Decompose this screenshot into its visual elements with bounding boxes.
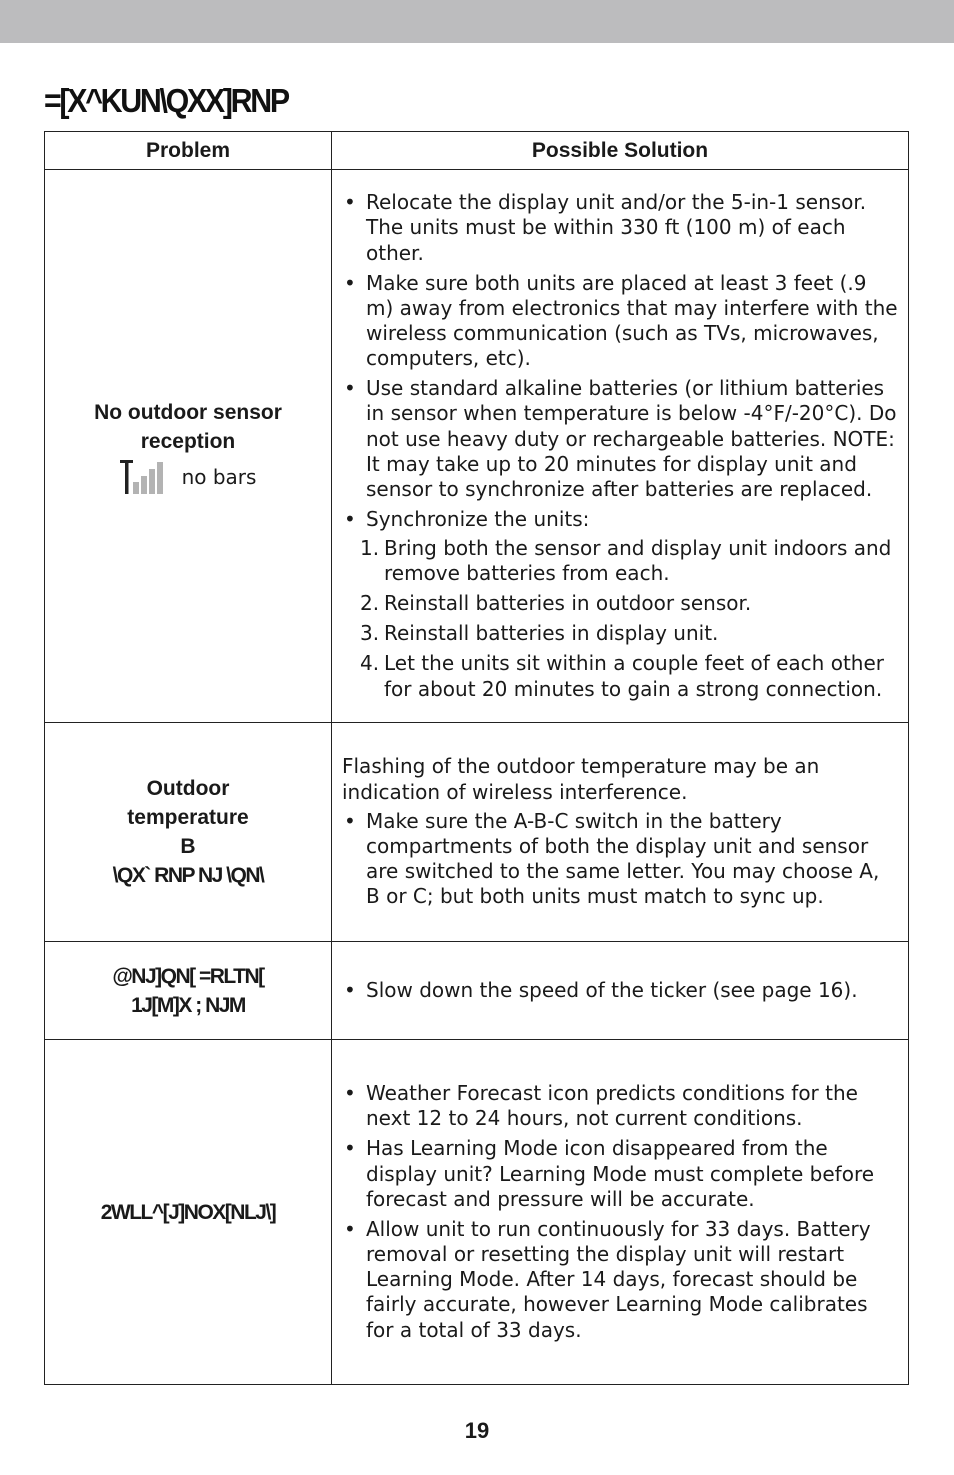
table-header-row (45, 132, 909, 170)
list-item (342, 507, 898, 532)
signal-indicator (59, 460, 317, 494)
list-item: • Relocate the display unit and/or the 5-in-1 sensor. The units must be within 330 ft (100 m) of each other. (342, 190, 898, 266)
problem-cell (45, 170, 332, 723)
step-item (342, 591, 898, 616)
solution-list (342, 978, 898, 1003)
solution-list (342, 1081, 898, 1343)
solution-list (342, 190, 898, 532)
problem-text: 2WLL^[J]NOX[NLJ\] (100, 1200, 276, 1224)
solution-cell (332, 723, 909, 942)
problem-text: B (180, 835, 196, 858)
list-item: • Allow unit to run continuously for 33 days. Battery removal or resetting the display unit will restart Learning Mode. After 14 days, forecast should be fairly accurate, however Learning Mode calibrates for a total of 33 days. (342, 1217, 898, 1343)
signal-label: no bars (181, 464, 257, 489)
troubleshooting-table (44, 131, 909, 1385)
step-number: 4. (360, 651, 380, 676)
list-item: • Use standard alkaline batteries (or lithium batteries in sensor when temperature is below -4°F/-20°C). Do not use heavy duty or rechargeable batteries. NOTE: It may take up to 20 minutes for display unit and sensor to synchronize after batteries are replaced. (342, 376, 898, 502)
list-item: • Weather Forecast icon predicts conditions for the next 12 to 24 hours, not current conditions. (342, 1081, 898, 1131)
table-row (45, 723, 909, 942)
page-title: =[X^KUN\QXX]RNP (44, 82, 288, 119)
list-item-text: Synchronize the units: (366, 507, 590, 531)
sync-steps (342, 536, 898, 702)
list-item: • Has Learning Mode icon disappeared from the display unit? Learning Mode must complete before forecast and pressure will be accurate. (342, 1136, 898, 1212)
step-number: 3. (360, 621, 380, 646)
step-number: 1. (360, 536, 380, 561)
list-item: • Slow down the speed of the ticker (see page 16). (342, 978, 898, 1003)
step-number: 2. (360, 591, 380, 616)
step-item (342, 651, 898, 701)
table-row (45, 942, 909, 1040)
step-text: Bring both the sensor and display unit indoors and remove batteries from each. (384, 536, 892, 586)
problem-text: Outdoor (146, 777, 230, 800)
solution-list (342, 809, 898, 910)
step-item (342, 621, 898, 646)
problem-text: 1J[M]X ; NJM (131, 993, 245, 1017)
problem-header: Problem (45, 132, 332, 170)
header-band (0, 0, 954, 43)
table-row (45, 1040, 909, 1385)
problem-cell (45, 1040, 332, 1385)
problem-text: reception (140, 430, 236, 453)
problem-text: \QX` RNP NJ \QN\ (112, 864, 264, 887)
list-item: • Make sure both units are placed at least 3 feet (.9 m) away from electronics that may interfere with the wireless communication (such as TVs, microwaves, computers, etc). (342, 271, 898, 372)
problem-text: No outdoor sensor (94, 401, 282, 424)
solution-header: Possible Solution (332, 132, 909, 170)
problem-text: @NJ]QN[ =RLTN[ (112, 964, 264, 988)
step-item (342, 536, 898, 586)
signal-bars-icon (120, 460, 166, 494)
solution-cell (332, 170, 909, 723)
solution-intro: Flashing of the outdoor temperature may be an indication of wireless interference. (342, 754, 820, 804)
list-item: • Make sure the A-B-C switch in the battery compartments of both the display unit and sensor are switched to the same letter. You may choose A, B or C; but both units must match to sync up. (342, 809, 898, 910)
solution-cell (332, 1040, 909, 1385)
step-text: Let the units sit within a couple feet of each other for about 20 minutes to gain a strong connection. (384, 651, 884, 701)
problem-cell (45, 723, 332, 942)
problem-cell (45, 942, 332, 1040)
step-text: Reinstall batteries in display unit. (384, 621, 719, 646)
table-row (45, 170, 909, 723)
problem-text: temperature (127, 806, 249, 829)
page-number: 19 (464, 1418, 490, 1443)
solution-cell (332, 942, 909, 1040)
step-text: Reinstall batteries in outdoor sensor. (384, 591, 752, 616)
